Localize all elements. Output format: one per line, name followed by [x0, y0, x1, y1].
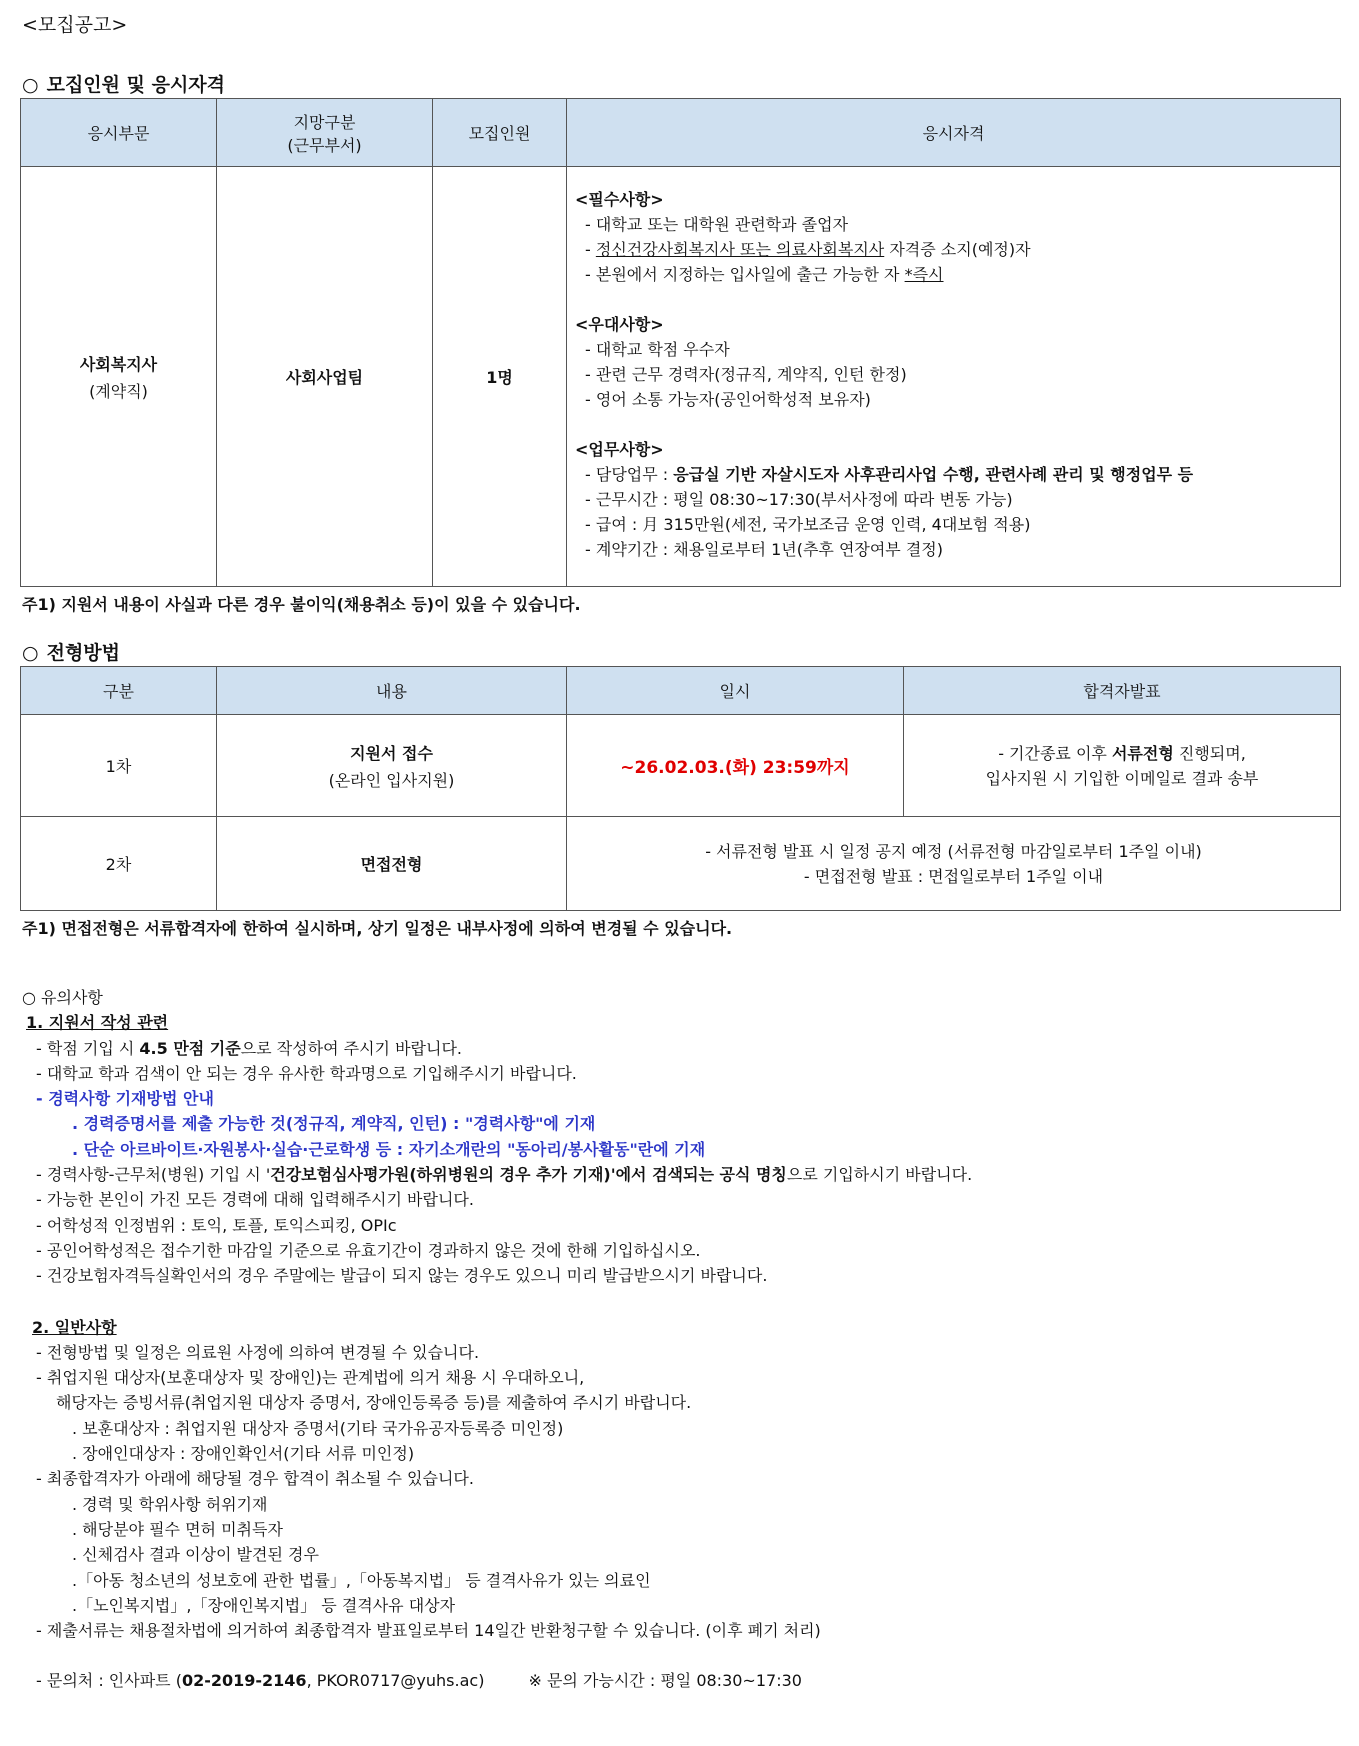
- table-row: [21, 167, 1341, 587]
- header-stage: 구분: [21, 667, 217, 715]
- count-cell: 1명: [433, 167, 567, 587]
- result-cell: - 서류전형 발표 시 일정 공지 예정 (서류전형 마감일로부터 1주일 이내) - 면접전형 발표 : 면접일로부터 1주일 이내: [567, 817, 1341, 911]
- content-cell: 지원서 접수 (온라인 입사지원): [217, 715, 567, 817]
- notice-title: <모집공고>: [22, 14, 128, 36]
- contact-hours: ※ 문의 가능시간 : 평일 08:30~17:30: [528, 1671, 802, 1690]
- contact-info: - 문의처 : 인사파트 (02-2019-2146, PKOR0717@yuhs.ac) ※ 문의 가능시간 : 평일 08:30~17:30: [36, 1671, 802, 1690]
- table-row: [21, 715, 1341, 817]
- selection-table: [20, 666, 1341, 911]
- caution-section: ○ 유의사항 1. 지원서 작성 관련 - 학점 기입 시 4.5 만점 기준으로 작성하여 주시기 바랍니다. - 대학교 학과 검색이 안 되는 경우 유사한 학과명으로 기입해주시기 바랍니다. - 경력사항 기재방법 안내 . 경력증명서를 제출 가능한 것(정규직, 계약직, 인턴) : "경력사항"에 기재 . 단순 아르바이트·자원봉사·실습·근로학생 등 : 자기소개란의 "동아리/봉사활동"란에 기재 - 경력사항-근무처(병원) 기입 시 '건강보험심사평가원(하위병원의 경우 추가 기재)'에서 검색되는 공식 명칭으로 기입하시기 바랍니다. - 가능한 본인이 가진 모든 경력에 대해 입력해주시기 바랍니다. - 어학성적 인정범위 : 토익, 토플, 토익스피킹, OPIc - 공인어학성적은 접수기한 마감일 기준으로 유효기간이 경과하지 않은 것에 한해 기입하십시오. - 건강보험자격득실확인서의 경우 주말에는 발급이 되지 않는 경우도 있으니 미리 발급받으시기 바랍니다. 2. 일반사항 - 전형방법 및 일정은 의료원 사정에 의하여 변경될 수 있습니다. - 취업지원 대상자(보훈대상자 및 장애인)는 관계법에 의거 채용 시 우대하오니, 해당자는 증빙서류(취업지원 대상자 증명서, 장애인등록증 등)를 제출하여 주시기 바랍니다. . 보훈대상자 : 취업지원 대상자 증명서(기타 국가유공자등록증 미인정) . 장애인대상자 : 장애인확인서(기타 서류 미인정) - 최종합격자가 아래에 해당될 경우 합격이 취소될 수 있습니다. . 경력 및 학위사항 허위기재 . 해당분야 필수 면허 미취득자 . 신체검사 결과 이상이 발견된 경우 .「아동 청소년의 성보호에 관한 법률」,「아동복지법」 등 결격사유가 있는 의료인 .「노인복지법」,「장애인복지법」 등 결격사유 대상자 - 제출서류는 채용절차법에 의거하여 최종합격자 발표일로부터 14일간 반환청구할 수 있습니다. (이후 폐기 처리): [22, 985, 1342, 1643]
- caution-subheading-2: 2. 일반사항: [32, 1317, 117, 1337]
- section1-heading: ○ 모집인원 및 응시자격: [22, 74, 226, 96]
- duty-title: <업무사항>: [575, 440, 664, 459]
- contact-phone: 02-2019-2146: [181, 1671, 307, 1690]
- team-cell: 사회사업팀: [217, 167, 433, 587]
- content-cell: 면접전형: [217, 817, 567, 911]
- stage-cell: 2차: [21, 817, 217, 911]
- qualification-cell: <필수사항> - 대학교 또는 대학원 관련학과 졸업자 - 정신건강사회복지사 또는 의료사회복지사 자격증 소지(예정)자 - 본원에서 지정하는 입사일에 출근 가능한 자 *즉시 <우대사항> - 대학교 학점 우수자 - 관련 근무 경력자(정규직, 계약직, 인턴 한정) - 영어 소통 가능자(공인어학성적 보유자) <업무사항> - 담당업무 : 응급실 기반 자살시도자 사후관리사업 수행, 관련사례 관리 및 행정업무 등 - 근무시간 : 평일 08:30~17:30(부서사정에 따라 변동 가능) - 급여 : 月 315만원(세전, 국가보조금 운영 인력, 4대보험 적용) - 계약기간 : 채용일로부터 1년(추후 연장여부 결정): [567, 167, 1341, 587]
- header-date: 일시: [567, 667, 904, 715]
- dept-cell: 사회복지사 (계약직): [21, 167, 217, 587]
- circle-bullet-icon: ○: [22, 642, 39, 664]
- section2-note: 주1) 면접전형은 서류합격자에 한하여 실시하며, 상기 일정은 내부사정에 의하여 변경될 수 있습니다.: [22, 919, 733, 938]
- preferred-title: <우대사항>: [575, 315, 664, 334]
- table-header-row: [21, 99, 1341, 167]
- header-count: 모집인원: [433, 99, 567, 167]
- section2-heading: ○ 전형방법: [22, 642, 121, 664]
- caution-heading: ○ 유의사항: [22, 988, 103, 1007]
- table-row: [21, 817, 1341, 911]
- header-qualification: 응시자격: [567, 99, 1341, 167]
- contact-email: , PKOR0717@yuhs.ac): [306, 1671, 485, 1690]
- required-title: <필수사항>: [575, 190, 664, 209]
- header-team: 지망구분 (근무부서): [217, 99, 433, 167]
- header-dept: 응시부문: [21, 99, 217, 167]
- header-result: 합격자발표: [904, 667, 1341, 715]
- qualification-table: [20, 98, 1341, 587]
- caution-subheading-1: 1. 지원서 작성 관련: [26, 1013, 169, 1033]
- deadline-text: ~26.02.03.(화) 23:59까지: [620, 758, 850, 778]
- date-cell: [567, 715, 904, 817]
- stage-cell: 1차: [21, 715, 217, 817]
- circle-bullet-icon: ○: [22, 74, 39, 96]
- header-content: 내용: [217, 667, 567, 715]
- result-cell: - 기간종료 이후 서류전형 진행되며, 입사지원 시 기입한 이메일로 결과 송부: [904, 715, 1341, 817]
- table-header-row: [21, 667, 1341, 715]
- section1-note: 주1) 지원서 내용이 사실과 다른 경우 불이익(채용취소 등)이 있을 수 있습니다.: [22, 595, 581, 614]
